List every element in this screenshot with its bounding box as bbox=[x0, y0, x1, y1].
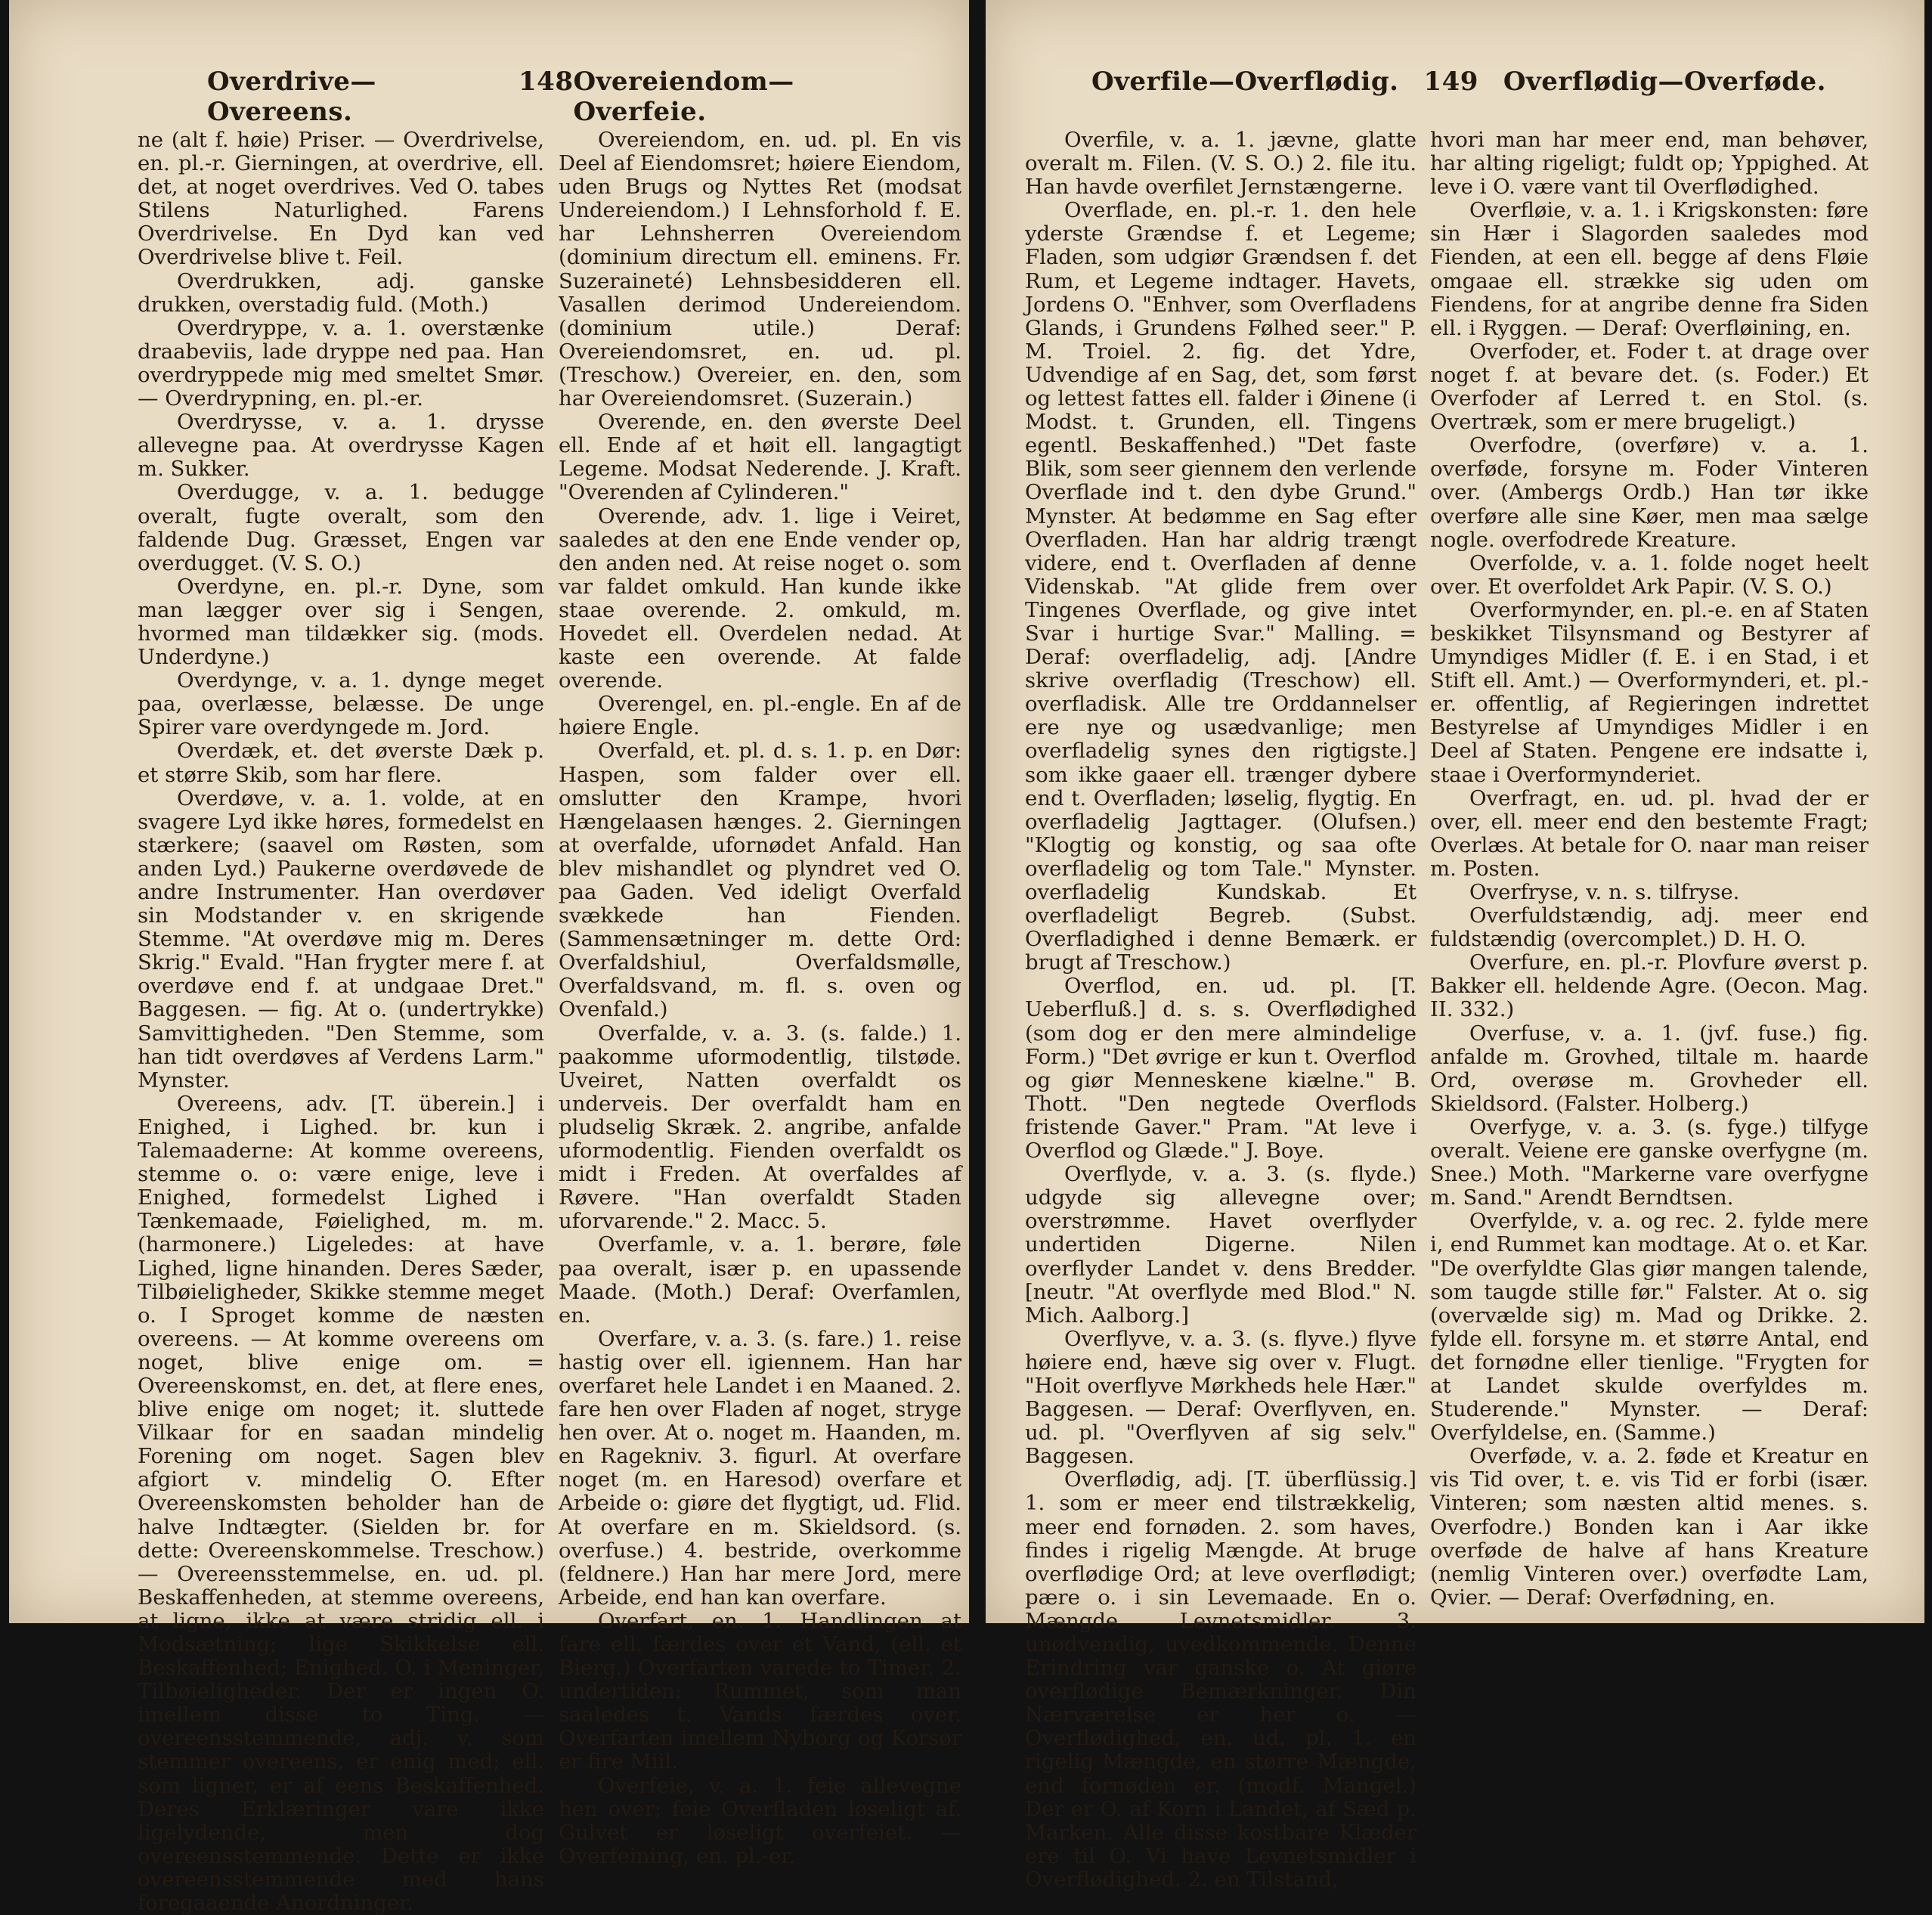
left-page-column-1 bbox=[138, 128, 544, 1915]
dictionary-entry: Overfodre, (overføre) v. a. 1. overføde, forsyne m. Foder Vinteren over. (Ambergs Ordb.) Han tør ikke overføre alle sine Køer, men maa sælge nogle. overfodrede Kreature. bbox=[1430, 433, 1869, 552]
right-page-header bbox=[1091, 67, 1826, 112]
dictionary-entry: Overfløie, v. a. 1. i Krigskonsten: føre sin Hær i Slagorden saaledes mod Fienden, at een ell. begge af dens Fløie omgaae ell. strække sig uden om Fiendens, for at angribe denne fra Siden ell. i Ryggen. — Deraf: Overfløining, en. bbox=[1430, 198, 1869, 340]
dictionary-entry: Overeens, adv. [T. überein.] i Enighed, i Lighed. br. kun i Talemaaderne: At komme overeens, stemme o. o: være enige, leve i Enighed, formedelst Lighed i Tænkemaade, Føielighed, m. m. (harmonere.) Ligeledes: at have Lighed, ligne hinanden. Deres Sæder, Tilbøieligheder, Skikke stemme meget o. I Sproget komme de næsten overeens. — At komme overeens om noget, blive enige om. = Overeenskomst, en. det, at flere enes, blive enige om noget; it. sluttede Vilkaar for en saadan mindelig Forening om noget. Sagen blev afgiort v. mindelig O. Efter Overeenskomsten beholder han de halve Indtægter. (Sielden br. for dette: Overeenskommelse. Treschow.) — Overeensstemmelse, en. ud. pl. Beskaffenheden, at stemme overeens, at ligne, ikke at være stridig ell. i Modsætning; lige Skikkelse ell. Beskaffenhed; Enighed. O. i Meninger, Tilbøieligheder. Der er ingen O. imellem disse to Ting. — overeensstemmende, adj. v. som stemmer overeens, er enig med; ell. som ligner, er af eens Beskaffenhed. Deres Erklæringer vare ikke ligelydende, men dog overeensstemmende. Dette er ikke overeensstemmende med hans foregaaende Anordninger. bbox=[138, 1091, 544, 1915]
dictionary-entry: Overfare, v. a. 3. (s. fare.) 1. reise hastig over ell. igiennem. Han har overfaret hele Landet i en Maaned. 2. fare hen over Fladen af noget, stryge hen over. At o. noget m. Haanden, m. en Ragekniv. 3. figurl. At overfare noget (m. en Haresod) overfare et Arbeide o: giøre det flygtigt, ud. Flid. At overfare en m. Skieldsord. (s. overfuse.) 4. bestride, overkomme (feldnere.) Han har mere Jord, mere Arbeide, end han kan overfare. bbox=[559, 1326, 961, 1610]
dictionary-entry: Overfure, en. pl.-r. Plovfure øverst p. Bakker ell. heldende Agre. (Oecon. Mag. II. 332.) bbox=[1430, 950, 1869, 1022]
dictionary-entry: Overeiendom, en. ud. pl. En vis Deel af Eiendomsret; høiere Eiendom, uden Brugs og Nyttes Ret (modsat Undereiendom.) I Lehnsforhold f. E. har Lehnsherren Overeiendom (dominium directum ell. eminens. Fr. Suzeraineté) Lehnsbesidderen ell. Vasallen derimod Undereiendom. (dominium utile.) Deraf: Overeiendomsret, en. ud. pl. (Treschow.) Overeier, en. den, som har Overeiendomsret. (Suzerain.) bbox=[559, 128, 961, 411]
dictionary-entry: Overfylde, v. a. og rec. 2. fylde mere i, end Rummet kan modtage. At o. et Kar. "De overfyldte Glas giør mangen talende, som taugde stille før." Falster. At o. sig (overvælde sig) m. Mad og Drikke. 2. fylde ell. forsyne m. et større Antal, end det fornødne eller tienlige. "Frygten for at Landet skulde overfyldes m. Studerende." Mynster. — Deraf: Overfyldelse, en. (Samme.) bbox=[1430, 1209, 1869, 1446]
right-page-header-right: Overflødig—Overføde. bbox=[1503, 67, 1826, 97]
right-page-header-left: Overfile—Overflødig. bbox=[1091, 67, 1399, 97]
dictionary-entry: Overfald, et. pl. d. s. 1. p. en Dør: Haspen, som falder over ell. omslutter den Krampe, hvori Hængelaasen hænges. 2. Gierningen at overfalde, ufornødet Anfald. Han blev mishandlet og plyndret ved O. paa Gaden. Ved ideligt Overfald svækkede han Fienden. (Sammensætninger m. dette Ord: Overfaldshiul, Overfaldsmølle, Overfaldsvand, m. fl. s. oven og Ovenfald.) bbox=[559, 739, 961, 1022]
dictionary-entry: Overende, en. den øverste Deel ell. Ende af et høit ell. langagtigt Legeme. Modsat Nederende. J. Kraft. "Overenden af Cylinderen." bbox=[559, 410, 961, 505]
dictionary-entry: Overende, adv. 1. lige i Veiret, saaledes at den ene Ende vender op, den anden ned. At reise noget o. som var faldet omkuld. Han kunde ikke staae overende. 2. omkuld, m. Hovedet ell. Overdelen nedad. At kaste een overende. At falde overende. bbox=[559, 504, 961, 693]
dictionary-entry: Overflod, en. ud. pl. [T. Ueberfluß.] d. s. s. Overflødighed (som dog er den mere almindelige Form.) "Det øvrige er kun t. Overflod og giør Menneskene kiælne." B. Thott. "Den negtede Overflods fristende Gaver." Pram. "At leve i Overflod og Glæde." J. Boye. bbox=[1025, 974, 1416, 1164]
dictionary-entry: Overdryppe, v. a. 1. overstænke draabeviis, lade dryppe ned paa. Han overdryppede mig med smeltet Smør. — Overdrypning, en. pl.-er. bbox=[138, 315, 544, 411]
dictionary-entry: Overfolde, v. a. 1. folde noget heelt over. Et overfoldet Ark Papir. (V. S. O.) bbox=[1430, 550, 1869, 599]
dictionary-entry: Overfyge, v. a. 3. (s. fyge.) tilfyge overalt. Veiene ere ganske overfygne (m. Snee.) Moth. "Markerne vare overfygne m. Sand." Arendt Berndtsen. bbox=[1430, 1114, 1869, 1210]
dictionary-entry: Overfryse, v. n. s. tilfryse. bbox=[1469, 880, 1740, 904]
dictionary-entry: Overformynder, en. pl.-e. en af Staten beskikket Tilsynsmand og Bestyrer af Umyndiges Midler (f. E. i en Stad, i et Stift ell. Amt.) — Overformynderi, et. pl.-er. offentlig, af Regieringen indrettet Bestyrelse af Umyndiges Midler i en Deel af Staten. Pengene ere indsatte i, staae i Overformynderiet. bbox=[1430, 597, 1869, 787]
dictionary-entry: Overflyve, v. a. 3. (s. flyve.) flyve høiere end, hæve sig over v. Flugt. "Hoit overflyve Mørkheds hele Hær." Baggesen. — Deraf: Overflyven, en. ud. pl. "Overflyven af sig selv." Baggesen. bbox=[1025, 1326, 1416, 1469]
right-page-column-2 bbox=[1430, 128, 1869, 1610]
left-page-number: 148 bbox=[519, 67, 574, 97]
dictionary-entry: Overdrukken, adj. ganske drukken, overstadig fuld. (Moth.) bbox=[138, 268, 544, 317]
dictionary-entry: Overflade, en. pl.-r. 1. den hele yderste Grændse f. et Legeme; Fladen, som udgiør Grændsen f. det Rum, et Legeme indtager. Havets, Jordens O. "Enhver, som Overfladens Glands, i Grundens Følhed seer." P. M. Troiel. 2. fig. det Ydre, Udvendige af en Sag, det, som først og lettest fattes ell. falder i Øinene (i Modst. t. Grunden, ell. Tingens egentl. Beskaffenhed.) "Det faste Blik, som seer giennem den verlende Overflade ind t. den dybe Grund." Mynster. At bedømme en Sag efter Overfladen. Han har aldrig trængt videre, end t. Overfladen af denne Videnskab. "At glide frem over Tingenes Overflade, og give intet Svar i hurtige Svar." Malling. = Deraf: overfladelig, adj. [Andre skrive overfladig (Treschow) ell. overfladisk. Alle tre Orddannelser ere nye og usædvanlige; men overfladelig synes den rigtigste.] som ikke gaaer ell. trænger dybere end t. Overfladen; løselig, flygtig. En overfladelig Jagttager. (Olufsen.) "Klogtig og konstig, og saa ofte overfladelig og tom Tale." Mynster. overfladelig Kundskab. Et overfladeligt Begreb. (Subst. Overfladighed i denne Bemærk. er brugt af Treschow.) bbox=[1025, 198, 1416, 975]
dictionary-entry: Overfalde, v. a. 3. (s. falde.) 1. paakomme uformodentlig, tilstøde. Uveiret, Natten overfaldt os underveis. Der overfaldt ham en pludselig Skræk. 2. angribe, anfalde uformodentlig. Fienden overfaldt os midt i Freden. At overfaldes af Røvere. "Han overfaldt Staden uforvarende." 2. Macc. 5. bbox=[559, 1021, 961, 1234]
dictionary-entry: Overdøve, v. a. 1. volde, at en svagere Lyd ikke høres, formedelst en stærkere; (saavel om Røsten, som anden Lyd.) Paukerne overdøvede de andre Instrumenter. Han overdøver sin Modstander v. en skrigende Stemme. "At overdøve mig m. Deres Skrig." Evald. "Han frygter mere f. at overdøve end f. at undgaae Dret." Baggesen. — fig. At o. (undertrykke) Samvittigheden. "Den Stemme, som han tidt overdøves af Verdens Larm." Mynster. bbox=[138, 786, 544, 1092]
right-page-number: 149 bbox=[1423, 67, 1478, 97]
left-page-header bbox=[207, 67, 924, 127]
dictionary-entry: Overfart, en. 1. Handlingen at fare ell. færdes over et Vand, (ell. et Bierg.) Overfarten varede to Timer. 2. undertiden: Rummet, som man saaledes t. Vands færdes over. Overfarten imellem Nyborg og Korsør er fire Miil. bbox=[559, 1608, 961, 1774]
right-page bbox=[986, 0, 1924, 1892]
dictionary-entry: Overfuldstændig, adj. meer end fuldstændig (overcomplet.) D. H. O. bbox=[1430, 903, 1869, 952]
dictionary-entry: Overfoder, et. Foder t. at drage over noget f. at bevare det. (s. Foder.) Et Overfoder af Lerred t. en Stol. (s. Overtræk, som er mere brugeligt.) bbox=[1430, 339, 1869, 435]
left-page-header-right: Overeiendom—Overfeie. bbox=[573, 67, 794, 127]
dictionary-entry: hvori man har meer end, man behøver, har alting rigeligt; fuldt op; Yppighed. At leve i O. være vant til Overflødighed. bbox=[1430, 128, 1869, 200]
dictionary-entry: Overflødig, adj. [T. überflüssig.] 1. som er meer end tilstrækkelig, meer end fornøden. 2. som haves, findes i rigelig Mængde. At bruge overflødige Ord; at leve overflødigt; pære o. i sin Levemaade. En o. Mængde Levnetsmidler. 3. unødvendig, uvedkommende. Denne Erindring var ganske o. At giøre overflødige Bemærkninger. Din Nærværelse er her o. — Overflødighed, en. ud. pl. 1. en rigelig Mængde, en større Mængde, end fornøden er. (modf. Mangel.) Der er O. af Korn i Landet, af Sæd p. Marken. Alle disse kostbare Klæder ere til O. Vi have Levnetsmidler i Overflødighed. 2. en Tilstand, bbox=[1025, 1467, 1416, 1892]
left-page-column-2 bbox=[559, 128, 961, 1868]
left-page bbox=[9, 0, 969, 1915]
left-page-header-left: Overdrive—Overeens. bbox=[207, 67, 376, 127]
dictionary-entry: Overflyde, v. a. 3. (s. flyde.) udgyde sig allevegne over; overstrømme. Havet overflyder undertiden Digerne. Nilen overflyder Landet v. dens Bredder. [neutr. "At overflyde med Blod." N. Mich. Aalborg.] bbox=[1025, 1162, 1416, 1328]
dictionary-entry: Overfuse, v. a. 1. (jvf. fuse.) fig. anfalde m. Grovhed, tiltale m. haarde Ord, overøse m. Grovheder ell. Skieldsord. (Falster. Holberg.) bbox=[1430, 1021, 1869, 1116]
dictionary-entry: Overdrysse, v. a. 1. drysse allevegne paa. At overdrysse Kagen m. Sukker. bbox=[138, 410, 544, 482]
dictionary-entry: Overdæk, et. det øverste Dæk p. et større Skib, som har flere. bbox=[138, 739, 544, 787]
dictionary-entry: Overfile, v. a. 1. jævne, glatte overalt m. Filen. (V. S. O.) 2. file itu. Han havde overfilet Jernstængerne. bbox=[1025, 128, 1416, 200]
dictionary-entry: Overengel, en. pl.-engle. En af de høiere Engle. bbox=[559, 692, 961, 740]
dictionary-entry: Overfeie, v. a. 1. feie allevegne hen over; feie Overfladen løseligt af. Gulvet er løseligt overfeiet. — Overfeining, en. pl.-er. bbox=[559, 1773, 961, 1868]
dictionary-entry: Overføde, v. a. 2. føde et Kreatur en vis Tid over, t. e. vis Tid er forbi (især. Vinteren; som næsten altid menes. s. Overfodre.) Bonden kan i Aar ikke overføde de halve af hans Kreature (nemlig Vinteren over.) overfødte Lam, Qvier. — Deraf: Overfødning, en. bbox=[1430, 1444, 1869, 1610]
dictionary-entry: Overdugge, v. a. 1. bedugge overalt, fugte overalt, som den faldende Dug. Græsset, Engen var overdugget. (V. S. O.) bbox=[138, 480, 544, 575]
dictionary-entry: Overfragt, en. ud. pl. hvad der er over, ell. meer end den bestemte Fragt; Overlæs. At betale for O. naar man reiser m. Posten. bbox=[1430, 786, 1869, 881]
dictionary-entry: Overfamle, v. a. 1. berøre, føle paa overalt, især p. en upassende Maade. (Moth.) Deraf: Overfamlen, en. bbox=[559, 1232, 961, 1328]
dictionary-entry: ne (alt f. høie) Priser. — Overdrivelse, en. pl.-r. Gierningen, at overdrive, ell. det, at noget overdrives. Ved O. tabes Stilens Naturlighed. Farens Overdrivelse. En Dyd kan ved Overdrivelse blive t. Feil. bbox=[138, 128, 544, 270]
dictionary-entry: Overdynge, v. a. 1. dynge meget paa, overlæsse, belæsse. De unge Spirer vare overdyngede m. Jord. bbox=[138, 668, 544, 740]
dictionary-entry: Overdyne, en. pl.-r. Dyne, som man lægger over sig i Sengen, hvormed man tildækker sig. (mods. Underdyne.) bbox=[138, 574, 544, 670]
right-page-column-1 bbox=[1025, 128, 1416, 1892]
